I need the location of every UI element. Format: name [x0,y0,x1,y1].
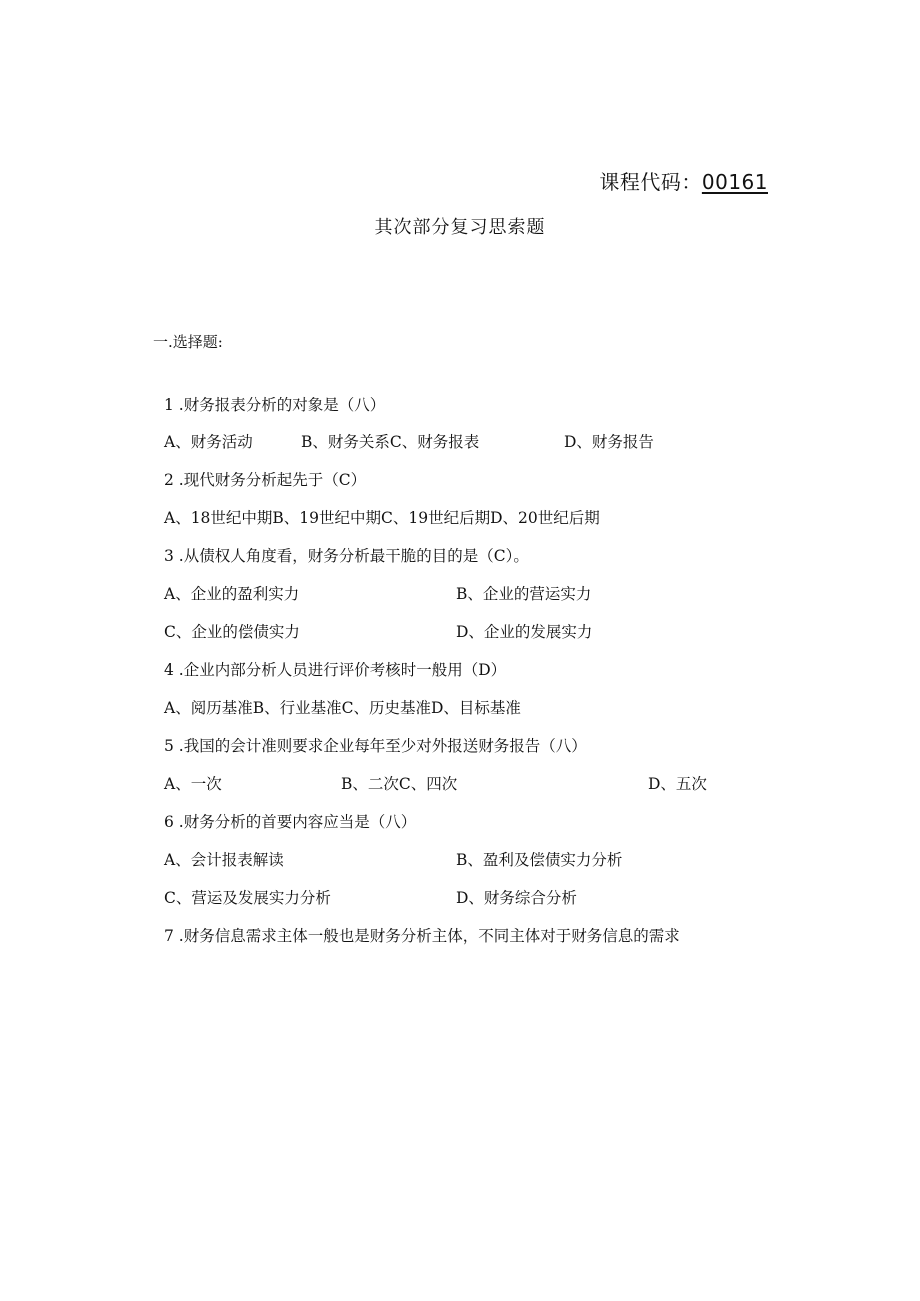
question-1: 1 .财务报表分析的对象是（八） [164,396,386,414]
question-7: 7 .财务信息需求主体一般也是财务分析主体，不同主体对于财务信息的需求 [164,927,680,945]
q3-option-c: C、企业的偿债实力 [164,623,300,641]
q6-option-a: A、会计报表解读 [164,851,284,869]
question-4: 4 .企业内部分析人员进行评价考核时一般用（D） [164,661,507,679]
q5-option-a: A、一次 [164,775,222,793]
q5-option-d: D、五次 [648,775,707,793]
q5-option-bc: B、二次C、四次 [341,775,458,793]
question-6-options-row2 [164,887,764,909]
q3-option-d: D、企业的发展实力 [456,623,593,641]
question-6-options-row1 [164,849,764,871]
q1-option-bc: B、财务关系C、财务报表 [301,433,480,451]
page-title: 其次部分复习思索题 [374,217,546,238]
question-1-options [164,431,764,453]
q1-option-d: D、财务报告 [564,433,654,451]
q4-options: A、阅历基准B、行业基准C、历史基准D、目标基准 [164,699,521,717]
q6-option-d: D、财务综合分析 [456,889,577,907]
q6-option-c: C、营运及发展实力分析 [164,889,331,907]
q3-option-a: A、企业的盈利实力 [164,585,300,603]
question-3-options-row2 [164,621,764,643]
section-heading: 一.选择题: [153,333,223,351]
question-5-options [164,773,764,795]
question-6: 6 .财务分析的首要内容应当是（八） [164,813,417,831]
q3-option-b: B、企业的营运实力 [456,585,592,603]
q6-option-b: B、盈利及偿债实力分析 [456,851,623,869]
q2-options: A、18世纪中期B、19世纪中期C、19世纪后期D、20世纪后期 [164,509,600,527]
course-code-value: 00161 [701,170,768,194]
course-code-label: 课程代码： [599,170,702,194]
question-3: 3 .从债权人角度看，财务分析最干脆的目的是（C）。 [164,547,529,565]
course-code [599,166,768,195]
question-3-options-row1 [164,583,764,605]
question-2: 2 .现代财务分析起先于（C） [164,471,367,489]
question-5: 5 .我国的会计准则要求企业每年至少对外报送财务报告（八） [164,737,587,755]
q1-option-a: A、财务活动 [164,433,253,451]
